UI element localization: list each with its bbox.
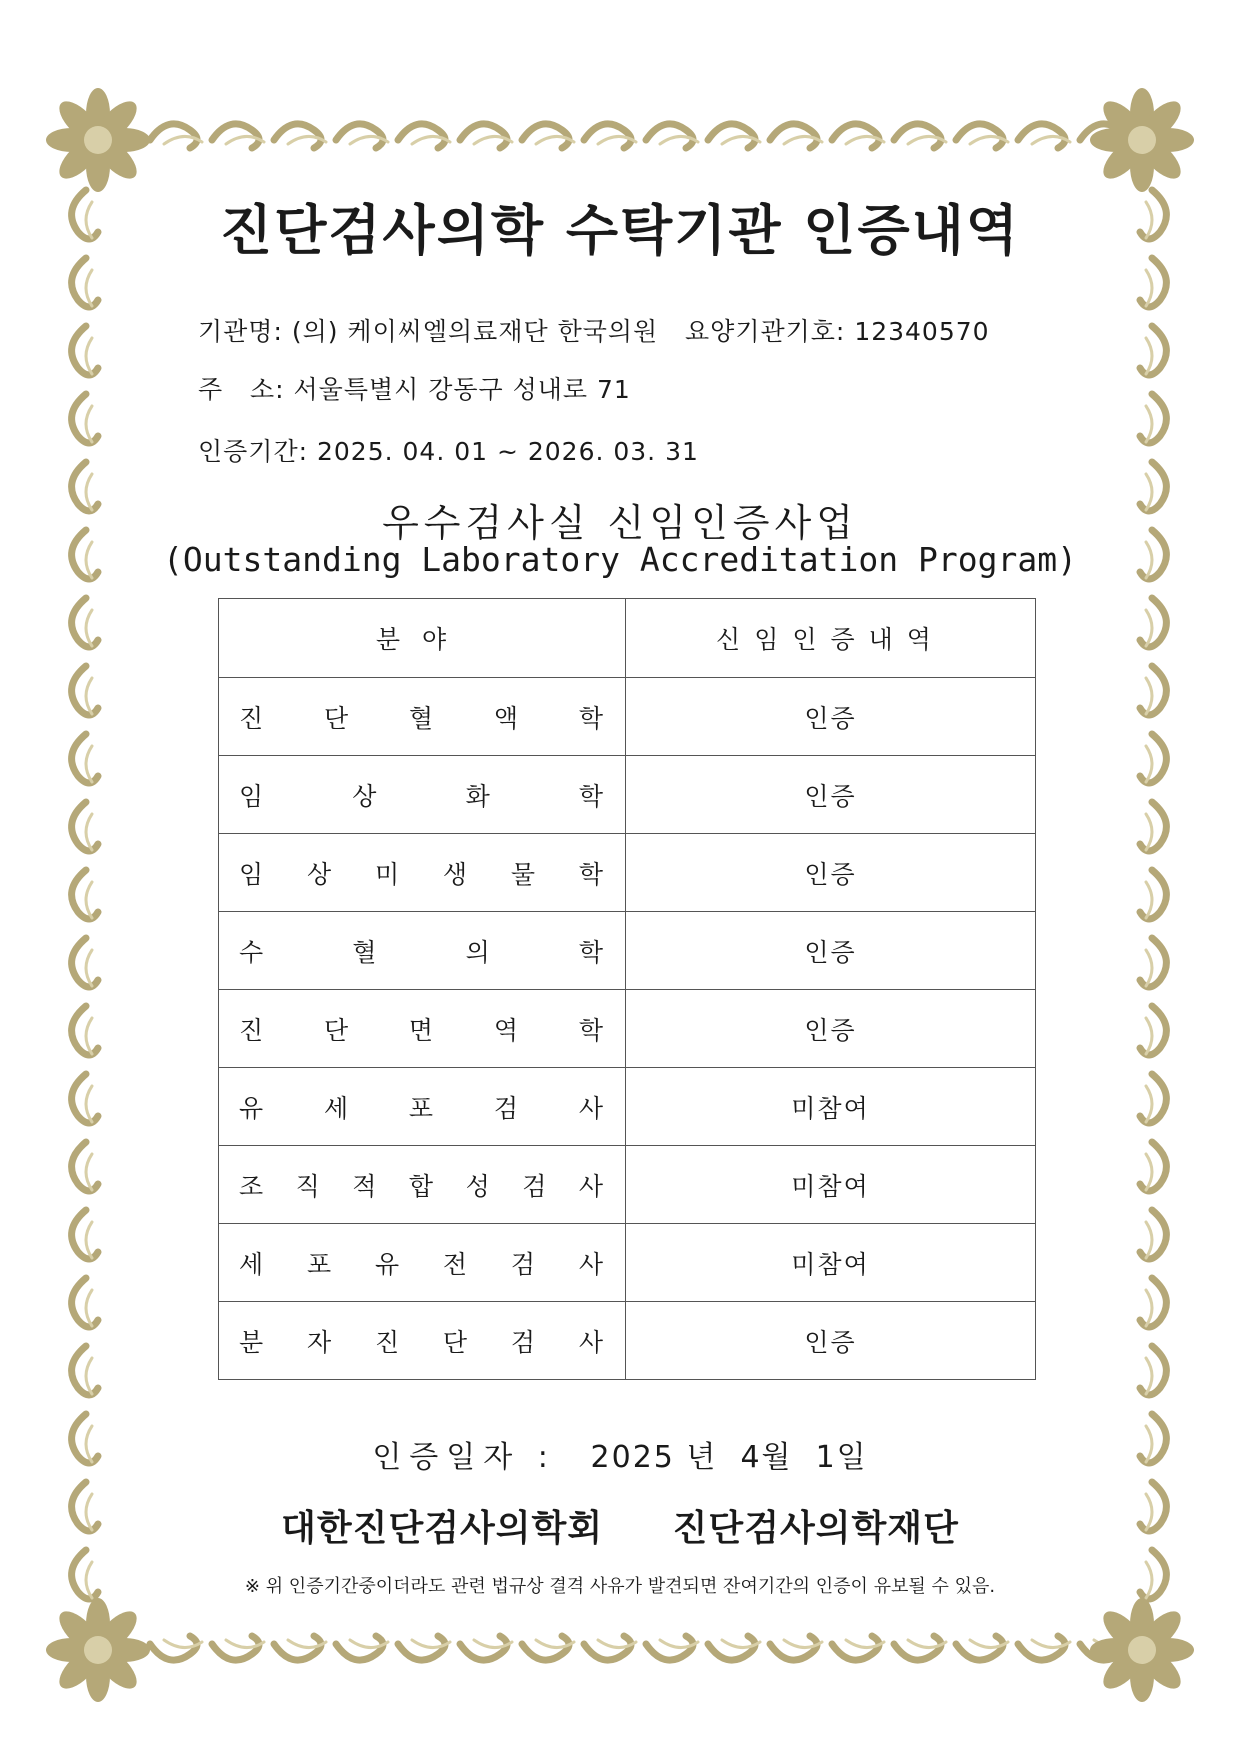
field-name: 임 상 미 생 물 학 [239,859,603,889]
issuers [0,1500,1240,1551]
field-name: 세 포 유 전 검 사 [239,1249,603,1279]
table-row [219,756,1036,834]
corner-flower-petal [1097,95,1151,149]
field-name: 진 단 혈 액 학 [239,703,603,733]
table-row [219,1302,1036,1380]
address-value: 서울특별시 강동구 성내로 71 [293,375,631,404]
result-cell: 미참여 [626,1146,1036,1224]
corner-flower-petal [1142,1638,1194,1662]
field-name: 임 상 화 학 [239,781,603,811]
table-row [219,678,1036,756]
corner-flower-petal [1090,128,1142,152]
table-row [219,912,1036,990]
accreditation-table [218,598,1036,1380]
corner-flower-petal [98,1638,150,1662]
address-label: 주 소: [198,375,285,404]
corner-flower-petal [53,1642,107,1696]
field-name: 유 세 포 검 사 [239,1093,603,1123]
issuer-foundation: 진단검사의학재단 [672,1508,959,1549]
corner-flower-petal [1090,1638,1142,1662]
corner-flower-petal [90,1642,144,1696]
corner-flower-petal [46,1638,98,1662]
corner-flower-center [84,1636,112,1664]
header-field: 분야 [219,599,626,678]
corner-flower-petal [1134,95,1188,149]
corner-flower-petal [1134,1605,1188,1659]
result-cell: 미참여 [626,1224,1036,1302]
disclaimer-note: ※ 위 인증기간중이더라도 관련 법규상 결격 사유가 발견되면 잔여기간의 인증이 유보될 수 있음. [244,1576,996,1597]
accreditation-date-label: 인증일자 : [372,1440,556,1475]
corner-flower-petal [90,95,144,149]
field-name: 진 단 면 역 학 [239,1015,603,1045]
institution-line [198,312,990,348]
corner-flower-center [1128,1636,1156,1664]
corner-flower-petal [53,95,107,149]
table-row [219,1146,1036,1224]
field-name: 조 직 적 합 성 검 사 [239,1171,603,1201]
issuer-society: 대한진단검사의학회 [281,1508,604,1549]
field-cell [219,990,626,1068]
corner-flower-petal [86,140,110,192]
corner-flower-petal [90,1605,144,1659]
table-row [219,990,1036,1068]
corner-flower-center [84,126,112,154]
result-cell: 인증 [626,990,1036,1068]
table-row [219,834,1036,912]
corner-flower-petal [98,128,150,152]
field-cell [219,912,626,990]
corner-flower-petal [53,132,107,186]
certificate-title: 진단검사의학 수탁기관 인증내역 [220,199,1020,262]
result-cell: 인증 [626,678,1036,756]
field-cell [219,834,626,912]
address-line [198,370,631,406]
corner-flower-petal [1142,128,1194,152]
corner-flower-petal [1134,132,1188,186]
period-value: 2025. 04. 01 ~ 2026. 03. 31 [316,437,699,466]
corner-flower-petal [86,1650,110,1702]
table-row [219,1068,1036,1146]
institution-code: 12340570 [854,317,990,346]
result-cell: 인증 [626,834,1036,912]
result-cell: 인증 [626,912,1036,990]
corner-flower-petal [1130,1598,1154,1650]
corner-flower-petal [1097,1642,1151,1696]
field-name: 수 혈 의 학 [239,937,603,967]
period-label: 인증기간: [198,437,309,466]
corner-flower-petal [90,132,144,186]
program-title-korean: 우수검사실 신임인증사업 [382,501,858,545]
result-cell: 인증 [626,756,1036,834]
field-cell [219,1146,626,1224]
field-cell [219,1068,626,1146]
corner-flower-petal [86,88,110,140]
field-name: 분 자 진 단 검 사 [239,1327,603,1357]
result-cell: 인증 [626,1302,1036,1380]
accreditation-date-value: 2025 년 4월 1일 [590,1440,868,1475]
corner-flower-petal [1134,1642,1188,1696]
field-cell [219,678,626,756]
corner-flower-center [1128,126,1156,154]
institution-code-label: 요양기관기호: [685,317,846,346]
field-cell [219,1302,626,1380]
institution-name: (의) 케이씨엘의료재단 한국의원 [291,317,659,346]
table-row [219,1224,1036,1302]
institution-name-label: 기관명: [198,317,283,346]
program-title-english: (Outstanding Laboratory Accreditation Program) [163,540,1077,579]
corner-flower-petal [53,1605,107,1659]
accreditation-date [0,1432,1240,1476]
table-header-row [219,599,1036,678]
corner-flower-petal [1130,88,1154,140]
corner-flower-petal [86,1598,110,1650]
corner-flower-petal [1097,132,1151,186]
header-result: 신임인증내역 [626,599,1036,678]
corner-flower-petal [46,128,98,152]
corner-flower-petal [1130,140,1154,192]
result-cell: 미참여 [626,1068,1036,1146]
corner-flower-petal [1097,1605,1151,1659]
corner-flower-petal [1130,1650,1154,1702]
period-line [198,432,699,468]
field-cell [219,756,626,834]
field-cell [219,1224,626,1302]
